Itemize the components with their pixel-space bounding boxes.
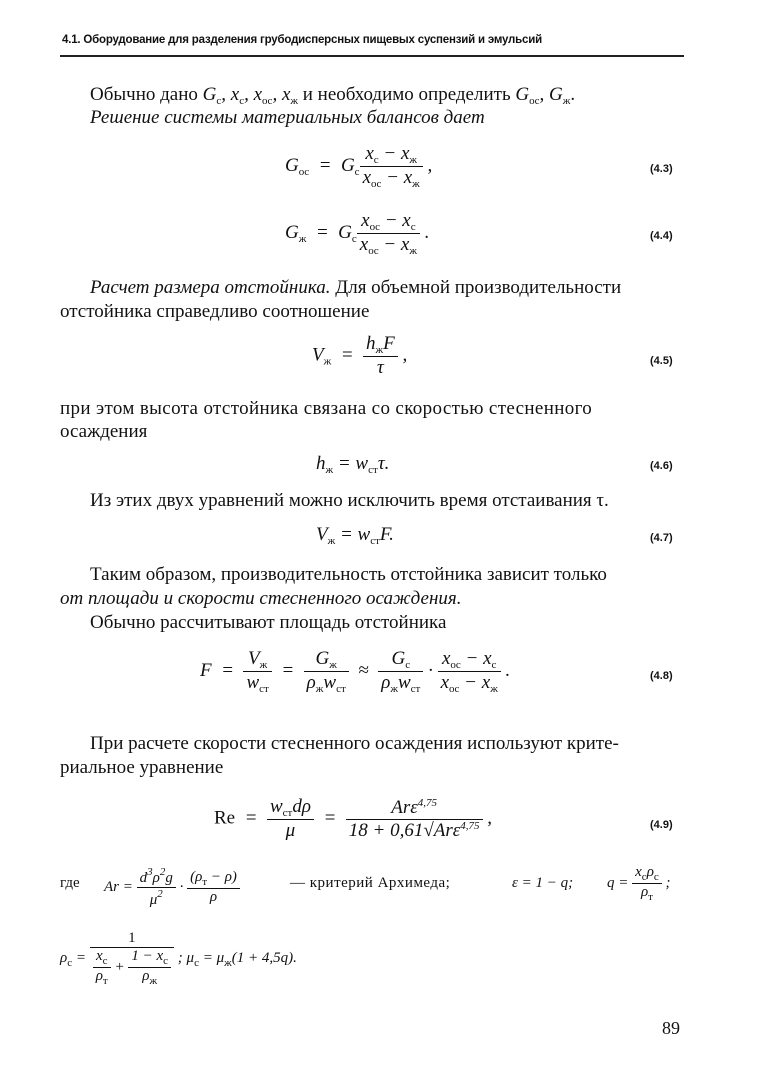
equation-number: (4.4) bbox=[650, 230, 673, 242]
equation-number: (4.7) bbox=[650, 532, 673, 544]
equation-4-9: Re = $\frac{w_{cт}d\rho}{\mu}$ = $\frac{Ar\varepsilon^{4,75}}{18 + 0,61√Ar\varepsilon^{4,75}}$ , bbox=[214, 796, 493, 841]
equation-4-5: $V_ж$ = $\frac{h_жF}{\tau}$ , bbox=[312, 333, 408, 378]
archimedes-label: — критерий Архимеда; bbox=[290, 875, 451, 891]
paragraph-line: при этом высота отстойника связана со скоростью стесненного bbox=[60, 398, 593, 419]
equation-4-3: $G_{oc} = G_c$ $\frac{x_c - x_ж}{x_{oc} - x_ж}$ , bbox=[285, 143, 433, 190]
equation-number: (4.8) bbox=[650, 670, 673, 682]
paragraph-line: отстойника справедливо соотношение bbox=[60, 301, 370, 322]
equation-number: (4.6) bbox=[650, 460, 673, 472]
paragraph-line: риальное уравнение bbox=[60, 757, 224, 778]
equation-4-6: $h_ж = w_{cт}\tau$. bbox=[316, 453, 390, 476]
text-segment: Расчет размера отстойника. bbox=[90, 277, 331, 298]
paragraph-line: осаждения bbox=[60, 421, 148, 442]
text-segment: Обычно дано bbox=[90, 84, 203, 105]
header-rule bbox=[60, 55, 684, 57]
equation-4-4: $G_ж = G_c$ $\frac{x_{oc} - x_c}{x_{oc} - x_ж}$ . bbox=[285, 210, 430, 257]
running-header: 4.1. Оборудование для разделения грубодисперсных пищевых суспензий и эмульсий bbox=[62, 34, 542, 46]
paragraph-solution: Решение системы материальных балансов дает bbox=[90, 107, 485, 128]
paragraph-given: Обычно дано $G_c$, $x_c$, $x_{oc}$, $x_ж$ и необходимо определить $G_{oc}$, $G_ж$. bbox=[90, 84, 576, 107]
text-segment: и необходимо определить bbox=[297, 84, 516, 105]
page-number: 89 bbox=[662, 1018, 680, 1038]
q-definition: q = $\frac{x_c\rho_c}{\rho_т}$ ; bbox=[607, 864, 671, 903]
where-label: где bbox=[60, 875, 80, 891]
text-segment: Для объемной производительности bbox=[330, 277, 622, 298]
epsilon-definition: ε = 1 − q; bbox=[512, 875, 574, 891]
archimedes-formula: Ar = $\frac{d^3\rho^2g}{\mu^2}$ · $\frac{(\rho_т - \rho)}{\rho}$ bbox=[104, 866, 240, 909]
equation-number: (4.3) bbox=[650, 163, 673, 175]
rho-c-formula: $\rho_c$ = 1 $\frac{x_c}{\rho_т}$ + $\frac{1 - x_c}{\rho_ж}$ ; $\mu_c = \mu_ж(1 + 4,5q)$. bbox=[60, 930, 297, 987]
paragraph-settler-size bbox=[90, 277, 621, 299]
equation-number: (4.5) bbox=[650, 355, 673, 367]
paragraph-line: При расчете скорости стесненного осаждения используют крите- bbox=[90, 733, 619, 754]
equation-4-7: $V_ж = w_{cт}F$. bbox=[316, 524, 394, 547]
paragraph-area: Обычно рассчитывают площадь отстойника bbox=[90, 612, 447, 633]
paragraph-eliminate: Из этих двух уравнений можно исключить время отстаивания τ. bbox=[90, 490, 609, 511]
equation-number: (4.9) bbox=[650, 819, 673, 831]
paragraph-line: от площади и скорости стесненного осаждения. bbox=[60, 588, 462, 609]
equation-4-8: F = $\frac{V_ж}{w_{cт}}$ = $\frac{G_ж}{\rho_жw_{cт}}$ ≈ $\frac{G_c}{\rho_жw_{cт}}$ · $\frac{x_{oc} - x_c}{x_{oc} - x_ж}$ . bbox=[200, 648, 511, 695]
paragraph-line: Таким образом, производительность отстойника зависит только bbox=[90, 564, 607, 585]
